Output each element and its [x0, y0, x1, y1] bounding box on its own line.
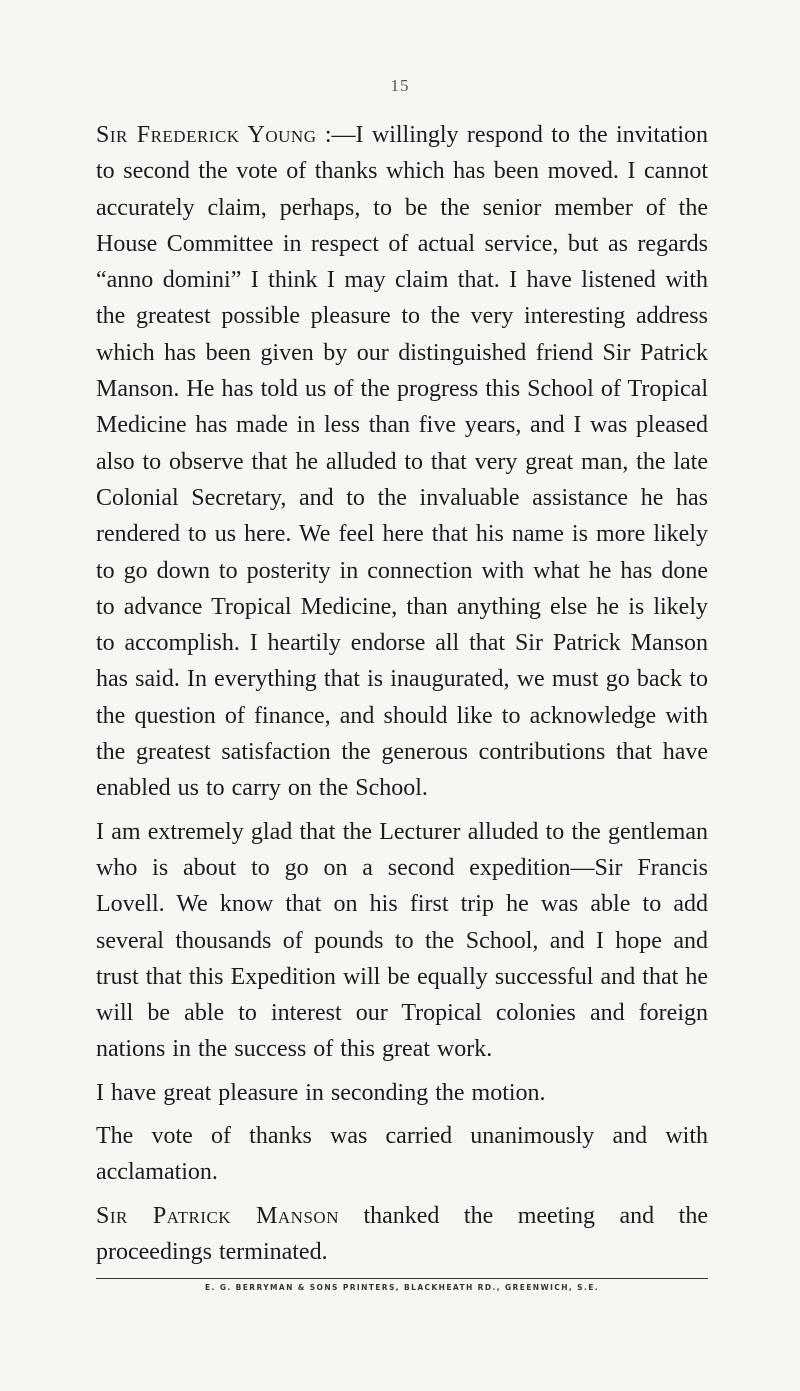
footer-rule — [96, 1278, 708, 1279]
printer-imprint: E. G. BERRYMAN & SONS PRINTERS, BLACKHEATH RD., GREENWICH, S.E. — [205, 1283, 599, 1292]
paragraph-frederick-young — [96, 117, 708, 807]
speaker-name: Sir Patrick Manson — [96, 1202, 339, 1229]
page-number: 15 — [390, 76, 410, 95]
speaker-name: Sir Frederick Young — [96, 122, 317, 148]
paragraph-text: :—I willingly respond to the invitation to second the vote of thanks which has been moved. I cannot accurately claim, perhaps, to be the senior member of the House Committee in respect of actual service, but as regards “anno domini” I think I may claim that. I have listened with the greatest possible pleasure to the very interesting address which has been given by our distinguished friend Sir Patrick Manson. He has told us of the progress this School of Tropical Medicine has made in less than five years, and I was pleased also to observe that he alluded to that very great man, the late Colonial Secretary, and to the invaluable assistance he has rendered to us here. We feel here that his name is more likely to go down to posterity in connection with what he has done to advance Tropical Medicine, than anything else he is likely to accomplish. I heartily endorse all that Sir Patrick Manson has said. In everything that is inaugurated, we must go back to the question of finance, and should like to acknowledge with the greatest satisfaction the generous contributions that have enabled us to carry on the School. — [96, 122, 708, 802]
paragraph-patrick-manson — [96, 1198, 708, 1271]
paragraph-text: thanked the meeting and the proceedings terminated. — [96, 1202, 708, 1265]
paragraph-vote-carried: The vote of thanks was carried unanimously and with acclamation. — [96, 1123, 708, 1186]
paragraph-expedition: I am extremely glad that the Lecturer alluded to the gentleman who is about to go on a second expedition—Sir Francis Lovell. We know that on his first trip he was able to add several thousands of pounds to the School, and I hope and trust that this Expedition will be equally successful and that he will be able to interest our Tropical colonies and foreign nations in the success of this great work. — [96, 818, 708, 1063]
body-text — [96, 117, 708, 1270]
paragraph-seconding: I have great pleasure in seconding the motion. — [96, 1079, 546, 1106]
